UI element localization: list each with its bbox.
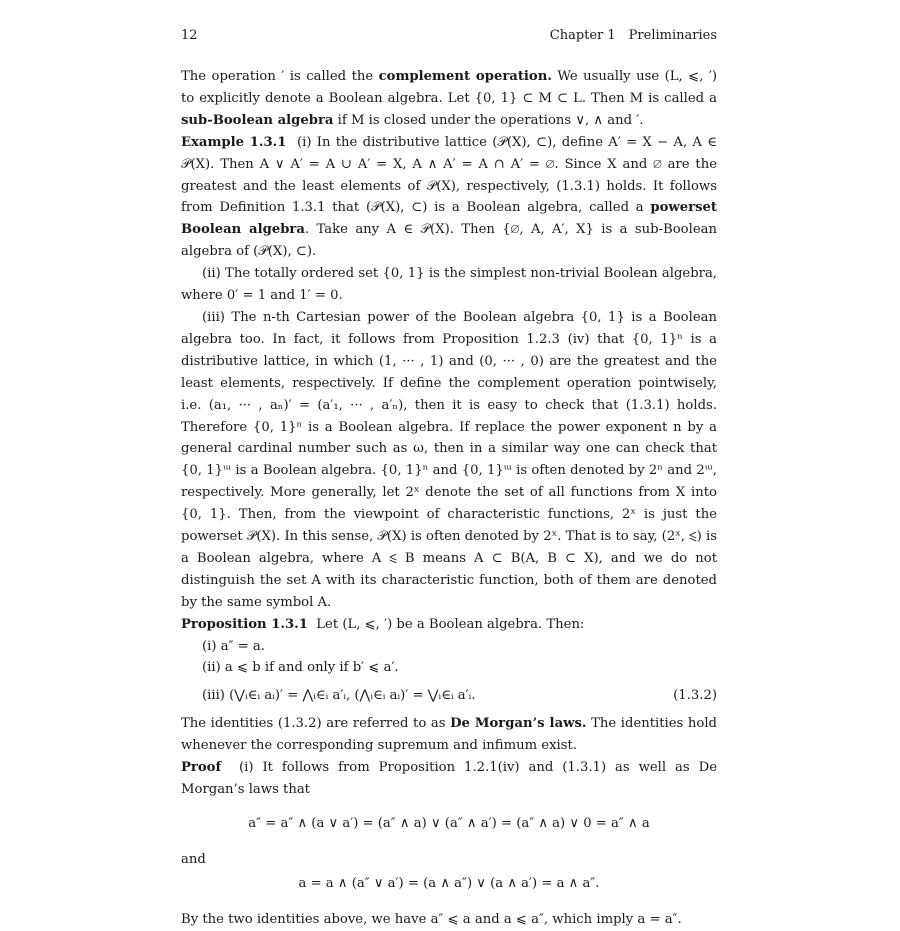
term-de-morgans-laws: De Morgan’s laws. bbox=[450, 716, 587, 732]
text: (i) In the distributive lattice (𝒫(X), ⊂), define A′ = X − A, A ∈ 𝒫(X). Then A ∨ A′ = A ∪ A′ = X, A ∧ A′ = A ∩ A′ = ∅. Since X and ∅ are the greatest and the least elements of 𝒫(X), respectively, (1.3.1) holds. It follows from Definition 1.3.1 that (𝒫(X), ⊂) is a Boolean algebra, called a bbox=[181, 134, 717, 216]
proposition-label: Proposition 1.3.1 bbox=[181, 616, 308, 632]
proposition-item-ii: (ii) a ⩽ b if and only if b′ ⩽ a′. bbox=[202, 660, 399, 676]
display-equation-1: a″ = a″ ∧ (a ∨ a′) = (a″ ∧ a) ∨ (a″ ∧ a′) = (a″ ∧ a) ∨ 0 = a″ ∧ a bbox=[248, 816, 650, 831]
closing-paragraph: By the two identities above, we have a″ ⩽ a and a ⩽ a″, which imply a = a″. bbox=[181, 911, 682, 927]
example-paragraph-iii: (iii) The n-th Cartesian power of the Boolean algebra {0, 1} is a Boolean algebra too. In fact, it follows from Proposition 1.2.3 (iv) that {0, 1}ⁿ is a distributive lattice, in which (1, ··· , 1) and (0, ··· , 0) are the greatest and the least elements, respectively. If define the complement operation pointwisely, i.e. (a₁, ··· , aₙ)′ = (a′₁, ··· , a′ₙ), then it is easy to check that (1.3.1) holds. Therefore {0, 1}ⁿ is a Boolean algebra. If replace the power exponent n by a general cardinal number such as ω, then in a similar way one can check that {0, 1}ᵚ is a Boolean algebra. {0, 1}ⁿ and {0, 1}ᵚ is often denoted by 2ⁿ and 2ᵚ, respectively. More generally, let 2ˣ denote the set of all functions from X into {0, 1}. Then, from the viewpoint of characteristic functions, 2ˣ is just the powerset 𝒫(X). In this sense, 𝒫(X) is often denoted by 2ˣ. That is to say, (2ˣ, ⩽) is a Boolean algebra, where A ⩽ B means A ⊂ B(A, B ⊂ X), and we do not distinguish the set A with its characteristic function, both of them are denoted by the same symbol A. bbox=[181, 309, 717, 610]
proof-label: Proof bbox=[181, 760, 222, 776]
text: Let (L, ⩽, ′) be a Boolean algebra. Then: bbox=[316, 616, 585, 632]
page-number: 12 bbox=[181, 28, 198, 43]
text: . Take any A ∈ 𝒫(X). Then {∅, A, A′, X} is a sub-Boolean algebra of (𝒫(X), ⊂). bbox=[181, 222, 717, 260]
text: The identities (1.3.2) are referred to as bbox=[181, 716, 446, 732]
book-page bbox=[181, 22, 717, 931]
display-equation-2: a = a ∧ (a″ ∨ a′) = (a ∧ a″) ∨ (a ∧ a′) = a ∧ a″. bbox=[298, 875, 600, 891]
text: The operation ′ is called the bbox=[181, 69, 374, 84]
example-label: Example 1.3.1 bbox=[181, 134, 287, 150]
and-text: and bbox=[181, 851, 206, 867]
text: The identities hold whenever the corresponding supremum and infimum exist. bbox=[181, 716, 717, 754]
proposition-item-i: (i) a″ = a. bbox=[202, 638, 265, 654]
example-paragraph-ii: (ii) The totally ordered set {0, 1} is the simplest non-trivial Boolean algebra, where 0′ = 1 and 1′ = 0. bbox=[181, 266, 717, 304]
running-header bbox=[181, 22, 717, 48]
equation-number: (1.3.2) bbox=[673, 688, 717, 704]
term-sub-boolean-algebra: sub-Boolean algebra bbox=[181, 112, 334, 128]
text: We usually use (L, ⩽, ′) to explicitly denote a Boolean algebra. Let {0, 1} ⊂ M ⊂ L. Then M is called a bbox=[181, 69, 717, 106]
example-paragraph-i bbox=[181, 132, 717, 263]
term-powerset-boolean-algebra: powerset Boolean algebra bbox=[181, 200, 717, 238]
proposition-item-iii bbox=[181, 679, 717, 713]
de-morgan-paragraph bbox=[181, 713, 717, 757]
de-morgan-formula: (iii) (⋁ᵢ∈ᵢ aᵢ)′ = ⋀ᵢ∈ᵢ a′ᵢ, (⋀ᵢ∈ᵢ aᵢ)′ = ⋁ᵢ∈ᵢ a′ᵢ. bbox=[202, 688, 476, 704]
chapter-title: Chapter 1 Preliminaries bbox=[549, 28, 717, 43]
paragraph-complement bbox=[181, 66, 717, 132]
term-complement-operation: complement operation. bbox=[378, 69, 552, 84]
text: (i) It follows from Proposition 1.2.1(iv) and (1.3.1) as well as De Morgan’s laws that bbox=[181, 760, 718, 798]
page-body bbox=[181, 66, 717, 931]
proof-paragraph bbox=[181, 757, 717, 801]
proposition bbox=[181, 614, 717, 636]
text: if M is closed under the operations ∨, ∧ and ′. bbox=[337, 112, 644, 128]
